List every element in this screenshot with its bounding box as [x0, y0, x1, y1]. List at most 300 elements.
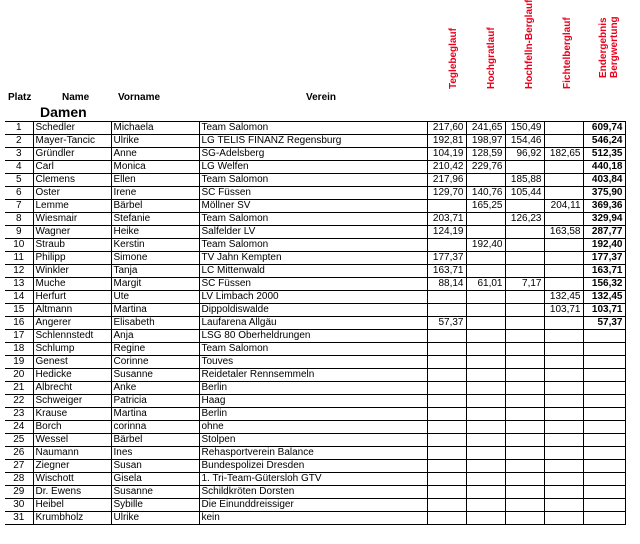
cell-first-name: Monica — [111, 161, 199, 174]
header-platz: Platz — [8, 92, 32, 103]
cell-total: 163,71 — [583, 265, 625, 278]
cell-race-2 — [466, 213, 505, 226]
cell-rank: 8 — [5, 213, 33, 226]
cell-total — [583, 369, 625, 382]
cell-race-2: 229,76 — [466, 161, 505, 174]
cell-race-3: 96,92 — [505, 148, 544, 161]
cell-race-3 — [505, 200, 544, 213]
cell-first-name: Ute — [111, 291, 199, 304]
cell-race-1 — [427, 330, 466, 343]
cell-race-2 — [466, 174, 505, 187]
cell-club: Laufarena Allgäu — [199, 317, 427, 330]
header-name: Name — [62, 92, 90, 103]
cell-rank: 27 — [5, 460, 33, 473]
cell-race-2 — [466, 265, 505, 278]
cell-total: 512,35 — [583, 148, 625, 161]
cell-race-3 — [505, 161, 544, 174]
cell-first-name: Ellen — [111, 174, 199, 187]
cell-total: 103,71 — [583, 304, 625, 317]
cell-rank: 3 — [5, 148, 33, 161]
cell-rank: 24 — [5, 421, 33, 434]
cell-race-3 — [505, 395, 544, 408]
cell-race-1: 88,14 — [427, 278, 466, 291]
cell-rank: 10 — [5, 239, 33, 252]
cell-club: LC Mittenwald — [199, 265, 427, 278]
cell-club: Stolpen — [199, 434, 427, 447]
cell-first-name: Ulrike — [111, 135, 199, 148]
table-row — [5, 434, 625, 447]
table-row — [5, 239, 625, 252]
cell-first-name: Simone — [111, 252, 199, 265]
table-row — [5, 213, 625, 226]
cell-club: SC Füssen — [199, 187, 427, 200]
cell-first-name: Susan — [111, 460, 199, 473]
cell-club: Team Salomon — [199, 213, 427, 226]
cell-rank: 28 — [5, 473, 33, 486]
cell-race-1: 217,60 — [427, 122, 466, 135]
cell-first-name: Irene — [111, 187, 199, 200]
cell-club: Team Salomon — [199, 174, 427, 187]
table-row — [5, 291, 625, 304]
cell-race-4 — [544, 382, 583, 395]
cell-race-1 — [427, 434, 466, 447]
cell-club: Reidetaler Rennsemmeln — [199, 369, 427, 382]
cell-race-2 — [466, 252, 505, 265]
cell-race-4 — [544, 499, 583, 512]
table-row — [5, 135, 625, 148]
cell-race-2: 198,97 — [466, 135, 505, 148]
cell-race-4 — [544, 278, 583, 291]
cell-first-name: Corinne — [111, 356, 199, 369]
cell-race-3 — [505, 304, 544, 317]
cell-last-name: Wischott — [33, 473, 111, 486]
cell-race-2 — [466, 447, 505, 460]
table-row — [5, 473, 625, 486]
cell-club: Bundespolizei Dresden — [199, 460, 427, 473]
cell-total: 369,36 — [583, 200, 625, 213]
cell-last-name: Schweiger — [33, 395, 111, 408]
cell-first-name: Anne — [111, 148, 199, 161]
cell-rank: 19 — [5, 356, 33, 369]
cell-total — [583, 486, 625, 499]
cell-race-1 — [427, 356, 466, 369]
cell-first-name: Stefanie — [111, 213, 199, 226]
cell-race-4 — [544, 356, 583, 369]
cell-first-name: Susanne — [111, 369, 199, 382]
cell-race-2 — [466, 512, 505, 525]
cell-race-3 — [505, 291, 544, 304]
cell-race-4: 132,45 — [544, 291, 583, 304]
cell-club: ohne — [199, 421, 427, 434]
cell-club: TV Jahn Kempten — [199, 252, 427, 265]
cell-race-3: 150,49 — [505, 122, 544, 135]
cell-club: Team Salomon — [199, 122, 427, 135]
cell-race-3: 154,46 — [505, 135, 544, 148]
cell-rank: 7 — [5, 200, 33, 213]
cell-race-1: 57,37 — [427, 317, 466, 330]
table-row — [5, 343, 625, 356]
cell-race-4 — [544, 122, 583, 135]
cell-rank: 21 — [5, 382, 33, 395]
cell-total — [583, 330, 625, 343]
table-row — [5, 265, 625, 278]
cell-rank: 31 — [5, 512, 33, 525]
cell-last-name: Winkler — [33, 265, 111, 278]
cell-first-name: Heike — [111, 226, 199, 239]
cell-total — [583, 434, 625, 447]
cell-total — [583, 421, 625, 434]
cell-rank: 30 — [5, 499, 33, 512]
cell-rank: 29 — [5, 486, 33, 499]
table-row — [5, 382, 625, 395]
cell-race-3 — [505, 512, 544, 525]
cell-last-name: Schlennstedt — [33, 330, 111, 343]
cell-race-1 — [427, 395, 466, 408]
cell-total — [583, 499, 625, 512]
cell-last-name: Wessel — [33, 434, 111, 447]
cell-race-1 — [427, 200, 466, 213]
cell-race-3 — [505, 356, 544, 369]
cell-race-2 — [466, 317, 505, 330]
cell-first-name: Regine — [111, 343, 199, 356]
cell-race-2 — [466, 382, 505, 395]
header-race-2: Hochgratlauf — [486, 27, 497, 89]
cell-race-2 — [466, 434, 505, 447]
cell-race-3 — [505, 421, 544, 434]
cell-race-1 — [427, 369, 466, 382]
cell-first-name: Ines — [111, 447, 199, 460]
cell-rank: 20 — [5, 369, 33, 382]
cell-race-2 — [466, 486, 505, 499]
cell-rank: 17 — [5, 330, 33, 343]
cell-race-2: 128,59 — [466, 148, 505, 161]
cell-rank: 11 — [5, 252, 33, 265]
cell-race-1: 104,19 — [427, 148, 466, 161]
cell-last-name: Schlump — [33, 343, 111, 356]
cell-rank: 1 — [5, 122, 33, 135]
cell-rank: 12 — [5, 265, 33, 278]
cell-rank: 5 — [5, 174, 33, 187]
cell-race-3 — [505, 486, 544, 499]
table-row — [5, 486, 625, 499]
cell-total: 192,40 — [583, 239, 625, 252]
cell-rank: 14 — [5, 291, 33, 304]
cell-first-name: Martina — [111, 408, 199, 421]
cell-total: 329,94 — [583, 213, 625, 226]
cell-race-2 — [466, 369, 505, 382]
cell-first-name: Anja — [111, 330, 199, 343]
cell-total: 403,84 — [583, 174, 625, 187]
cell-total: 546,24 — [583, 135, 625, 148]
cell-race-4: 204,11 — [544, 200, 583, 213]
table-row — [5, 161, 625, 174]
cell-total: 609,74 — [583, 122, 625, 135]
cell-last-name: Philipp — [33, 252, 111, 265]
cell-first-name: Susanne — [111, 486, 199, 499]
cell-total: 156,32 — [583, 278, 625, 291]
table-row — [5, 512, 625, 525]
cell-club: LG Welfen — [199, 161, 427, 174]
cell-first-name: Elisabeth — [111, 317, 199, 330]
cell-race-1: 163,71 — [427, 265, 466, 278]
cell-first-name: corinna — [111, 421, 199, 434]
cell-club: Berlin — [199, 382, 427, 395]
cell-rank: 2 — [5, 135, 33, 148]
cell-first-name: Michaela — [111, 122, 199, 135]
cell-race-4 — [544, 447, 583, 460]
cell-race-1: 177,37 — [427, 252, 466, 265]
cell-rank: 26 — [5, 447, 33, 460]
cell-club: Schildkröten Dorsten — [199, 486, 427, 499]
header-race-4: Fichtelberglauf — [562, 17, 573, 89]
cell-race-2 — [466, 395, 505, 408]
table-row — [5, 252, 625, 265]
cell-total — [583, 356, 625, 369]
cell-total: 440,18 — [583, 161, 625, 174]
table-row — [5, 421, 625, 434]
cell-total — [583, 473, 625, 486]
table-row — [5, 369, 625, 382]
cell-last-name: Albrecht — [33, 382, 111, 395]
cell-rank: 22 — [5, 395, 33, 408]
cell-race-2 — [466, 330, 505, 343]
cell-race-2 — [466, 460, 505, 473]
cell-club: Team Salomon — [199, 343, 427, 356]
table-row — [5, 499, 625, 512]
cell-race-4 — [544, 395, 583, 408]
cell-club: SG-Adelsberg — [199, 148, 427, 161]
cell-race-1 — [427, 304, 466, 317]
cell-total: 132,45 — [583, 291, 625, 304]
cell-race-4 — [544, 421, 583, 434]
table-row — [5, 460, 625, 473]
cell-race-1 — [427, 473, 466, 486]
cell-race-3 — [505, 265, 544, 278]
cell-club: Salfelder LV — [199, 226, 427, 239]
cell-race-4 — [544, 330, 583, 343]
cell-race-1 — [427, 291, 466, 304]
cell-club: Dippoldiswalde — [199, 304, 427, 317]
cell-race-1: 210,42 — [427, 161, 466, 174]
cell-last-name: Straub — [33, 239, 111, 252]
cell-race-4: 182,65 — [544, 148, 583, 161]
cell-club: LSG 80 Oberheldrungen — [199, 330, 427, 343]
cell-last-name: Borch — [33, 421, 111, 434]
cell-race-1: 217,96 — [427, 174, 466, 187]
cell-race-1: 192,81 — [427, 135, 466, 148]
cell-race-3 — [505, 343, 544, 356]
table-row — [5, 278, 625, 291]
cell-last-name: Krause — [33, 408, 111, 421]
cell-race-3 — [505, 252, 544, 265]
cell-first-name: Kerstin — [111, 239, 199, 252]
cell-total: 177,37 — [583, 252, 625, 265]
cell-last-name: Gründler — [33, 148, 111, 161]
table-row — [5, 356, 625, 369]
table-row — [5, 174, 625, 187]
cell-race-3 — [505, 499, 544, 512]
cell-race-4 — [544, 317, 583, 330]
cell-last-name: Muche — [33, 278, 111, 291]
cell-race-3 — [505, 317, 544, 330]
cell-race-3: 126,23 — [505, 213, 544, 226]
cell-club: Team Salomon — [199, 239, 427, 252]
cell-rank: 4 — [5, 161, 33, 174]
table-row — [5, 200, 625, 213]
cell-race-3 — [505, 330, 544, 343]
table-row — [5, 148, 625, 161]
cell-race-1: 129,70 — [427, 187, 466, 200]
cell-race-2 — [466, 226, 505, 239]
cell-first-name: Tanja — [111, 265, 199, 278]
cell-race-4 — [544, 408, 583, 421]
header-total-label: Endergebnis Bergwertung — [598, 16, 620, 78]
table-row — [5, 122, 625, 135]
cell-first-name: Patricia — [111, 395, 199, 408]
cell-first-name: Margit — [111, 278, 199, 291]
cell-race-2 — [466, 473, 505, 486]
cell-race-4 — [544, 343, 583, 356]
cell-race-4 — [544, 486, 583, 499]
cell-race-2 — [466, 499, 505, 512]
cell-race-2 — [466, 408, 505, 421]
cell-rank: 13 — [5, 278, 33, 291]
cell-total — [583, 408, 625, 421]
cell-total — [583, 382, 625, 395]
cell-total: 57,37 — [583, 317, 625, 330]
cell-race-1 — [427, 239, 466, 252]
cell-first-name: Gisela — [111, 473, 199, 486]
cell-club: kein — [199, 512, 427, 525]
table-row — [5, 317, 625, 330]
cell-club: Haag — [199, 395, 427, 408]
header-total — [598, 16, 630, 100]
cell-last-name: Herfurt — [33, 291, 111, 304]
cell-last-name: Carl — [33, 161, 111, 174]
cell-race-1 — [427, 408, 466, 421]
cell-race-4 — [544, 512, 583, 525]
cell-club: LV Limbach 2000 — [199, 291, 427, 304]
cell-race-2 — [466, 356, 505, 369]
cell-race-2 — [466, 343, 505, 356]
cell-race-2 — [466, 291, 505, 304]
table-row — [5, 187, 625, 200]
cell-first-name: Martina — [111, 304, 199, 317]
cell-race-4 — [544, 239, 583, 252]
cell-race-4 — [544, 265, 583, 278]
cell-last-name: Oster — [33, 187, 111, 200]
cell-race-3 — [505, 239, 544, 252]
cell-race-1 — [427, 421, 466, 434]
cell-race-4 — [544, 473, 583, 486]
cell-rank: 15 — [5, 304, 33, 317]
cell-rank: 25 — [5, 434, 33, 447]
cell-race-1: 124,19 — [427, 226, 466, 239]
cell-last-name: Mayer-Tancic — [33, 135, 111, 148]
cell-race-1: 203,71 — [427, 213, 466, 226]
header-race-1: Teglebeglauf — [448, 28, 459, 89]
cell-race-1 — [427, 343, 466, 356]
cell-race-1 — [427, 499, 466, 512]
cell-total — [583, 460, 625, 473]
cell-race-4 — [544, 161, 583, 174]
cell-race-4 — [544, 460, 583, 473]
cell-race-3: 185,88 — [505, 174, 544, 187]
cell-race-1 — [427, 460, 466, 473]
cell-total — [583, 447, 625, 460]
cell-total — [583, 512, 625, 525]
cell-race-1 — [427, 486, 466, 499]
cell-race-1 — [427, 447, 466, 460]
results-table — [5, 121, 626, 525]
cell-race-4 — [544, 213, 583, 226]
cell-club: Berlin — [199, 408, 427, 421]
cell-club: Touves — [199, 356, 427, 369]
cell-first-name: Sybille — [111, 499, 199, 512]
cell-race-2 — [466, 304, 505, 317]
cell-last-name: Genest — [33, 356, 111, 369]
cell-race-2: 192,40 — [466, 239, 505, 252]
cell-race-4 — [544, 135, 583, 148]
cell-race-2 — [466, 421, 505, 434]
cell-rank: 16 — [5, 317, 33, 330]
cell-race-2: 140,76 — [466, 187, 505, 200]
cell-race-3 — [505, 434, 544, 447]
cell-total — [583, 343, 625, 356]
cell-last-name: Ziegner — [33, 460, 111, 473]
cell-race-3 — [505, 369, 544, 382]
cell-last-name: Wiesmair — [33, 213, 111, 226]
cell-last-name: Hedicke — [33, 369, 111, 382]
cell-club: 1. Tri-Team-Gütersloh GTV — [199, 473, 427, 486]
cell-last-name: Wagner — [33, 226, 111, 239]
cell-race-3 — [505, 460, 544, 473]
cell-first-name: Ulrike — [111, 512, 199, 525]
cell-race-3: 105,44 — [505, 187, 544, 200]
cell-race-4: 163,58 — [544, 226, 583, 239]
cell-rank: 18 — [5, 343, 33, 356]
cell-race-4: 103,71 — [544, 304, 583, 317]
cell-race-2: 61,01 — [466, 278, 505, 291]
header-vorname: Vorname — [118, 92, 161, 103]
cell-club: Die Einunddreissiger — [199, 499, 427, 512]
cell-last-name: Clemens — [33, 174, 111, 187]
cell-race-1 — [427, 382, 466, 395]
cell-race-4 — [544, 252, 583, 265]
cell-race-3 — [505, 226, 544, 239]
cell-total — [583, 395, 625, 408]
cell-last-name: Dr. Ewens — [33, 486, 111, 499]
table-row — [5, 408, 625, 421]
cell-race-1 — [427, 512, 466, 525]
cell-rank: 23 — [5, 408, 33, 421]
cell-total: 375,90 — [583, 187, 625, 200]
cell-club: SC Füssen — [199, 278, 427, 291]
cell-first-name: Bärbel — [111, 434, 199, 447]
cell-race-4 — [544, 369, 583, 382]
header-race-3: Hochfelln-Berglauf — [524, 0, 535, 89]
cell-race-3 — [505, 382, 544, 395]
cell-club: Möllner SV — [199, 200, 427, 213]
cell-total: 287,77 — [583, 226, 625, 239]
cell-first-name: Anke — [111, 382, 199, 395]
table-row — [5, 226, 625, 239]
cell-race-4 — [544, 174, 583, 187]
cell-last-name: Naumann — [33, 447, 111, 460]
cell-rank: 6 — [5, 187, 33, 200]
cell-last-name: Heibel — [33, 499, 111, 512]
cell-race-2: 241,65 — [466, 122, 505, 135]
